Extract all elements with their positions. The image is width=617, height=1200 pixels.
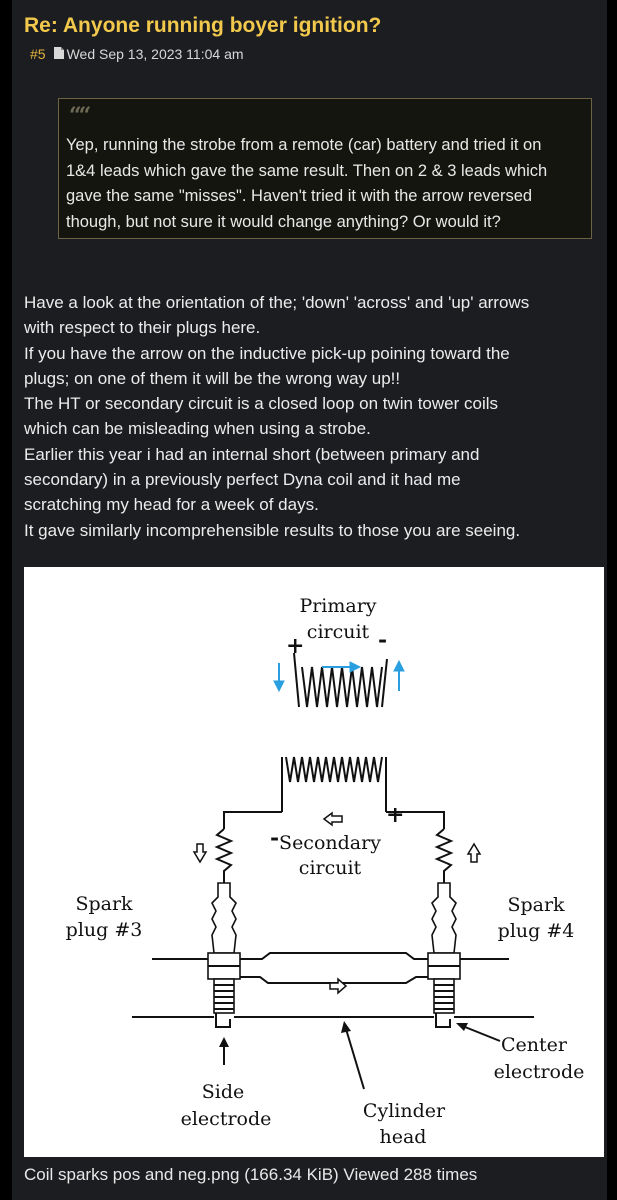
primary-label-line1: Primary	[299, 595, 377, 617]
body-line: If you have the arrow on the inductive pick-up poining toward the	[24, 343, 510, 363]
post-meta	[30, 46, 244, 62]
primary-up-arrow-icon	[394, 661, 404, 691]
plug3-label-line2: plug #3	[65, 919, 143, 941]
quote-icon: ““	[69, 103, 89, 129]
cylinder-head-label-line1: Cylinder	[362, 1100, 446, 1122]
quote-line: gave the same "misses". Haven't tried it with the arrow reversed	[66, 187, 533, 205]
body-line: scratching my head for a week of days.	[24, 495, 319, 515]
post-number-link[interactable]: #5	[30, 46, 46, 62]
center-electrode-label-line1: Center	[501, 1034, 567, 1056]
quote-block	[58, 98, 592, 239]
body-line: Earlier this year i had an internal short (between primary and	[24, 444, 480, 464]
side-electrode-label-line2: electrode	[180, 1108, 272, 1130]
body-line: It gave similarly incomprehensible results to those you are seeing.	[24, 520, 521, 540]
secondary-left-arrow-icon	[324, 813, 342, 825]
cylinder-head-label-line2: head	[379, 1126, 427, 1148]
plug3-label-line1: Spark	[75, 893, 133, 915]
post-container	[12, 0, 607, 1200]
attachment-caption[interactable]: Coil sparks pos and neg.png (166.34 KiB) Viewed 288 times	[24, 1165, 478, 1184]
secondary-coil	[282, 757, 386, 812]
quote-text	[66, 133, 586, 235]
body-line: The HT or secondary circuit is a closed loop on twin tower coils	[24, 394, 498, 414]
plug4-label-line1: Spark	[507, 894, 565, 916]
primary-plus: +	[286, 633, 305, 659]
plug3-down-arrow-icon	[194, 844, 206, 862]
post-timestamp: Wed Sep 13, 2023 11:04 am	[66, 46, 244, 62]
body-line: plugs; on one of them it will be the wrong way up!!	[24, 368, 401, 388]
quote-line: 1&4 leads which gave the same result. Then on 2 & 3 leads which	[66, 161, 548, 180]
center-electrode-label-line2: electrode	[493, 1061, 585, 1083]
body-line: with respect to their plugs here.	[24, 318, 261, 338]
plug4-up-arrow-icon	[468, 844, 480, 862]
quote-line: Yep, running the strobe from a remote (car) battery and tried it on	[66, 136, 542, 154]
ignition-diagram	[24, 567, 604, 1157]
post-body	[24, 290, 599, 543]
spark-plug-3	[208, 883, 240, 1027]
side-electrode-label-line1: Side	[201, 1081, 245, 1103]
plug4-label-line2: plug #4	[497, 920, 575, 942]
attached-image[interactable]	[24, 567, 604, 1157]
secondary-minus: -	[270, 825, 280, 851]
post-icon[interactable]	[54, 46, 64, 62]
body-line: secondary) in a previously perfect Dyna coil and it had me	[24, 470, 461, 490]
spark-plug-4	[428, 883, 460, 1027]
body-line: Have a look at the orientation of the; 'down' 'across' and 'up' arrows	[24, 293, 530, 312]
post-title[interactable]: Re: Anyone running boyer ignition?	[24, 14, 382, 37]
quote-line: though, but not sure it would change anything? Or would it?	[66, 212, 501, 231]
secondary-plus: +	[386, 802, 405, 828]
primary-coil	[294, 653, 387, 707]
primary-down-arrow-icon	[274, 663, 284, 691]
body-line: which can be misleading when using a strobe.	[24, 419, 371, 439]
primary-minus: -	[378, 627, 388, 653]
secondary-label-line2: circuit	[298, 857, 362, 879]
cylinder-right-arrow-icon	[330, 979, 346, 993]
primary-label-line2: circuit	[306, 621, 370, 643]
secondary-label-line1: Secondary	[279, 832, 381, 854]
